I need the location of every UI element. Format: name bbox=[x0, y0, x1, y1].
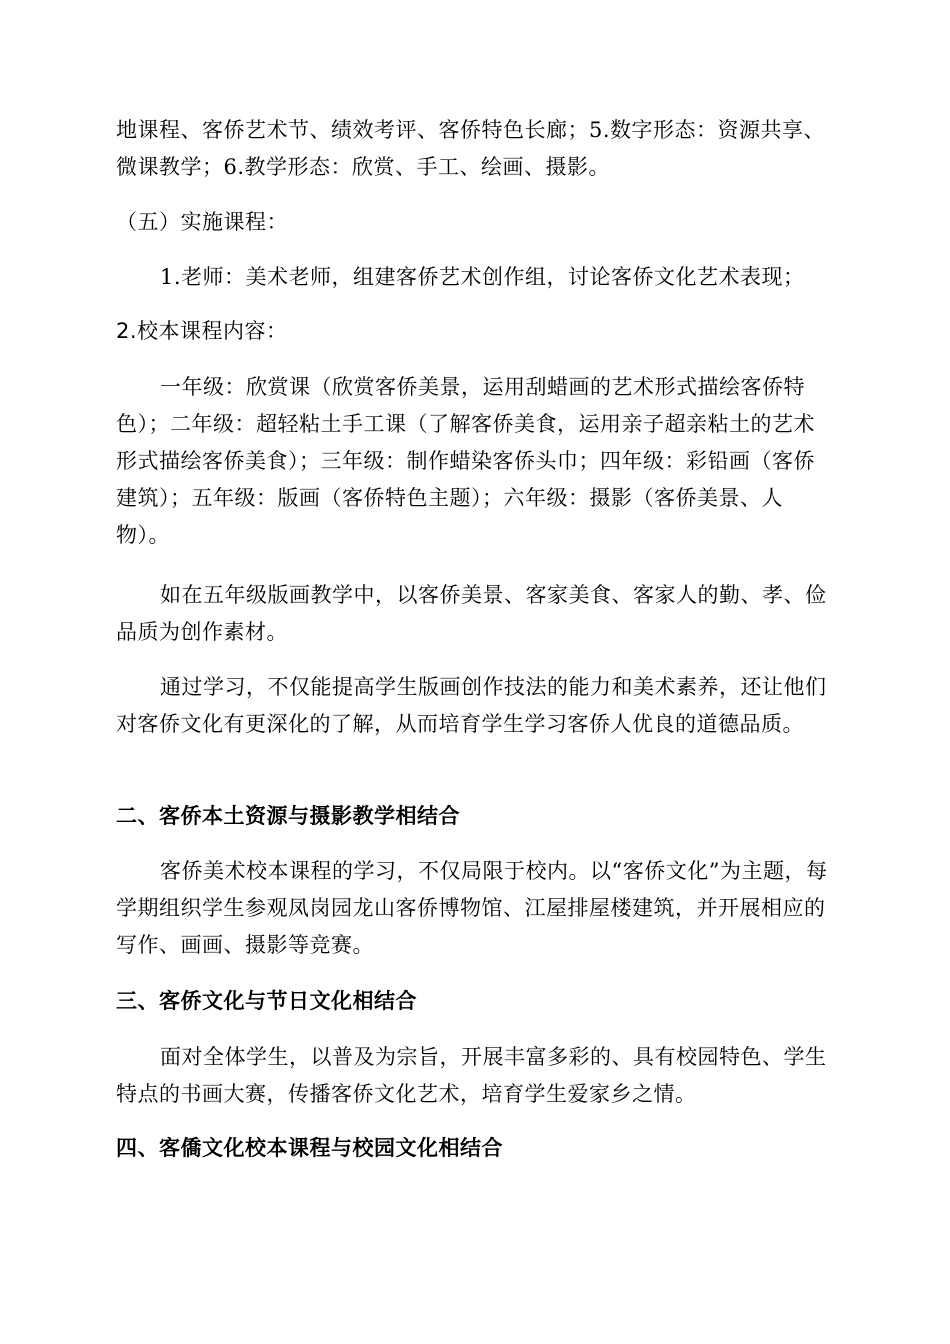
list-item-teacher: 1.老师：美术老师，组建客侨艺术创作组，讨论客侨文化艺术表现； bbox=[160, 265, 805, 289]
list-item-course-content: 2.校本课程内容： bbox=[116, 319, 288, 343]
paragraph-grades: 一年级：欣赏课（欣赏客侨美景，运用刮蜡画的艺术形式描绘客侨特色）；二年级：超轻粘土手工课（了解客侨美食，运用亲子超亲粘土的艺术形式描绘客侨美食）；三年级：制作蜡染客侨头巾；四年级：彩铅画（客侨建筑）；五年级：版画（客侨特色主题）；六年级：摄影（客侨美景、人物）。 bbox=[116, 375, 815, 547]
paragraph-learning: 通过学习，不仅能提高学生版画创作技法的能力和美术素养，还让他们对客侨文化有更深化的了解，从而培育学生学习客侨人优良的道德品质。 bbox=[116, 675, 827, 736]
section-heading-photography: 二、客侨本土资源与摄影教学相结合 bbox=[116, 804, 460, 828]
section-heading-festival: 三、客侨文化与节日文化相结合 bbox=[116, 989, 417, 1013]
section-heading-campus-culture: 四、客僑文化校本课程与校园文化相结合 bbox=[116, 1136, 503, 1160]
sub-heading-implementation: （五）实施课程： bbox=[116, 210, 288, 234]
paragraph-festival: 面对全体学生，以普及为宗旨，开展丰富多彩的、具有校园特色、学生特点的书画大赛，传播客侨文化艺术，培育学生爱家乡之情。 bbox=[116, 1045, 827, 1106]
paragraph-intro: 地课程、客侨艺术节、绩效考评、客侨特色长廊；5.数字形态：资源共享、微课教学；6.教学形态：欣赏、手工、绘画、摄影。 bbox=[116, 118, 826, 179]
paragraph-photography: 客侨美术校本课程的学习，不仅局限于校内。以“客侨文化”为主题，每学期组织学生参观凤岗园龙山客侨博物馆、江屋排屋楼建筑，并开展相应的写作、画画、摄影等竞赛。 bbox=[116, 859, 828, 957]
paragraph-grade-five: 如在五年级版画教学中，以客侨美景、客家美食、客家人的勤、孝、俭品质为创作素材。 bbox=[116, 583, 827, 644]
